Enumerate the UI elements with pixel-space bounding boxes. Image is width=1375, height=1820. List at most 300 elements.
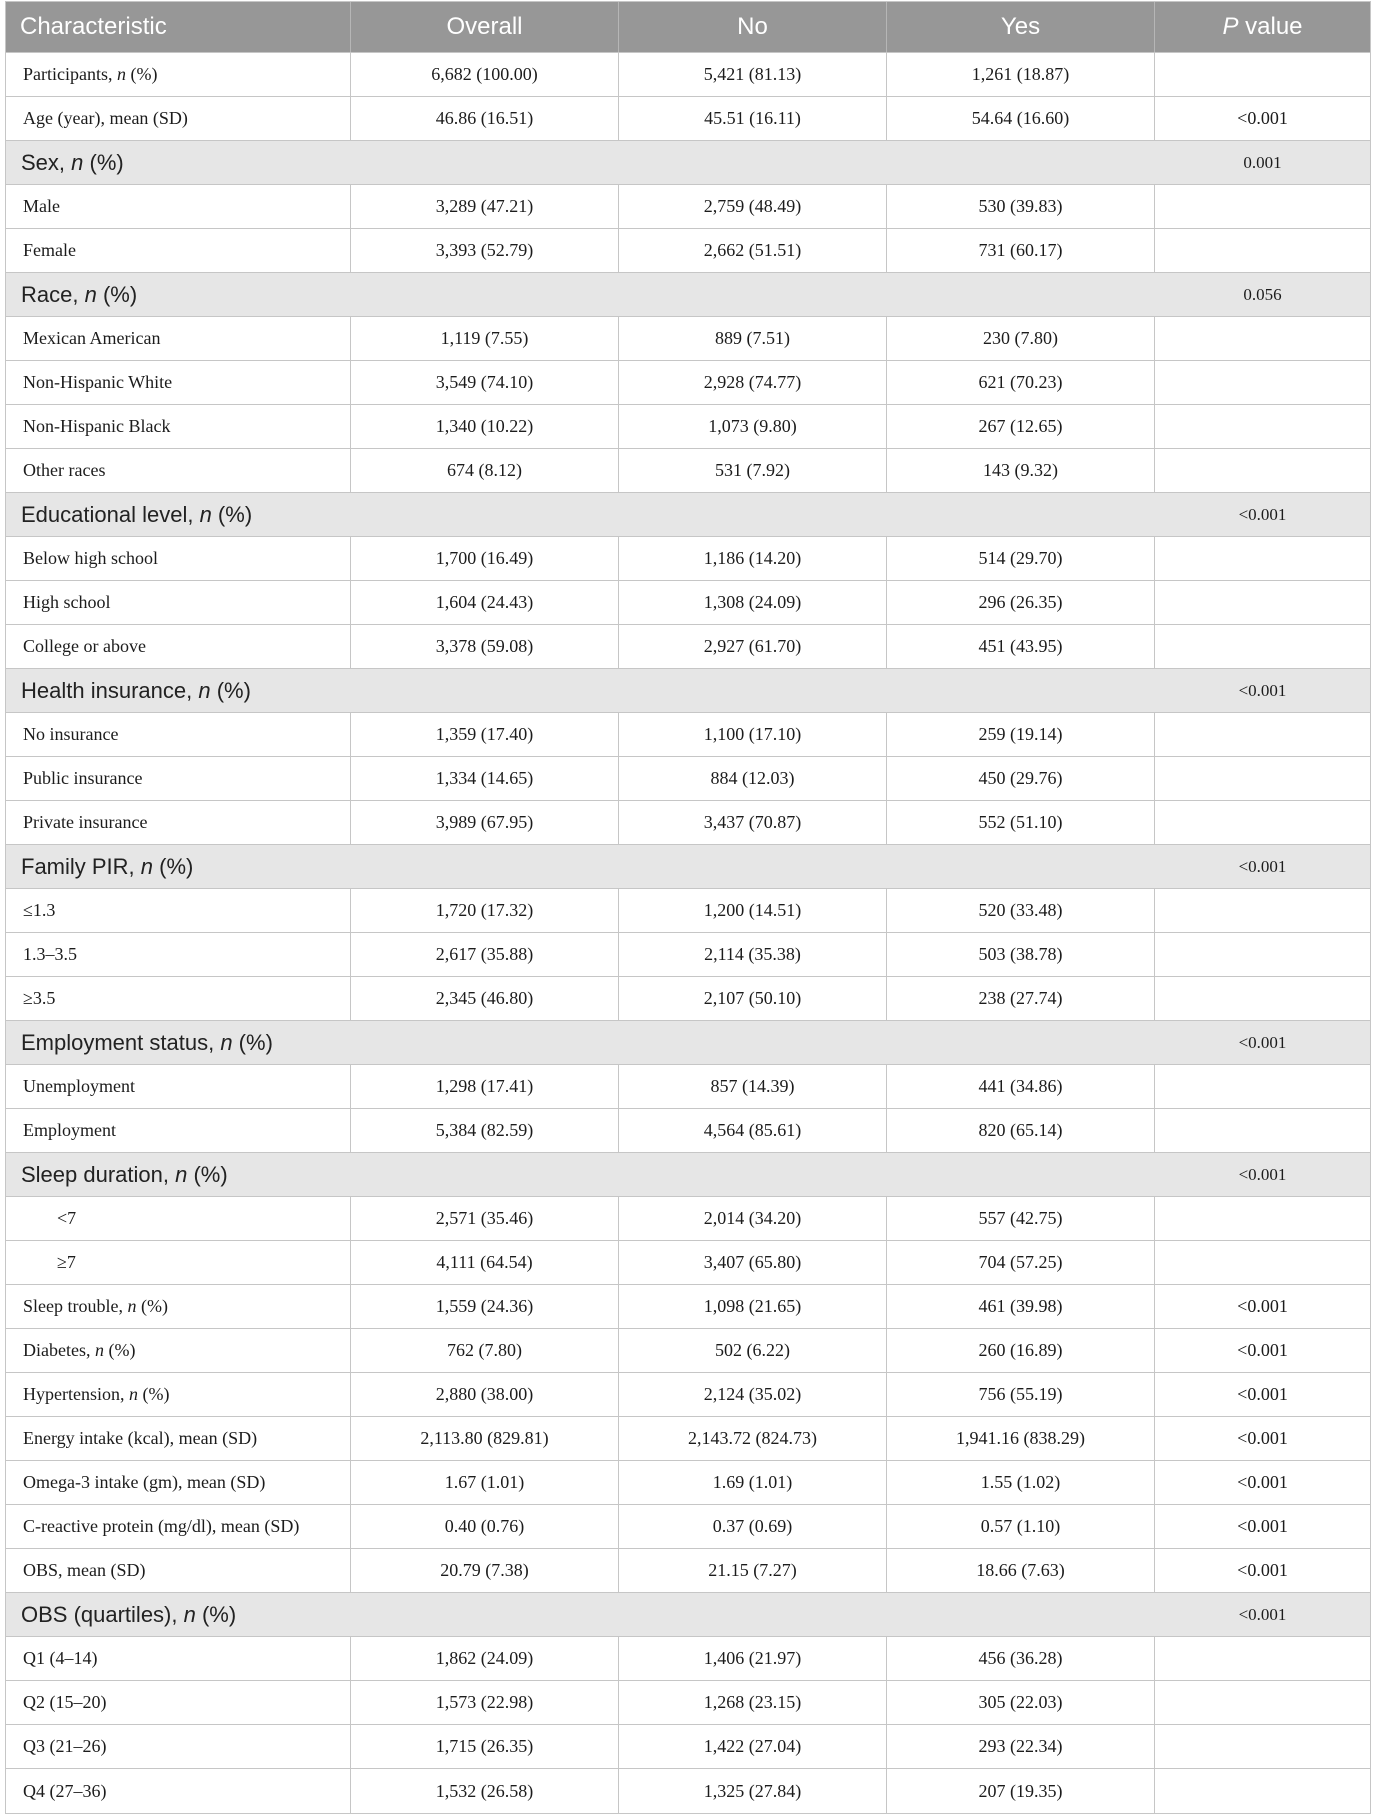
cell-value: 2,759 (48.49) <box>703 196 802 216</box>
p-value: <0.001 <box>1237 1296 1288 1316</box>
cell-value: 857 (14.39) <box>710 1076 795 1096</box>
cell-p-value <box>1155 273 1370 316</box>
cell-overall <box>351 185 619 228</box>
cell-no <box>619 361 887 404</box>
cell-value: 1,700 (16.49) <box>435 548 534 568</box>
cell-no <box>619 933 887 976</box>
label <box>23 372 172 393</box>
cell-overall <box>351 801 619 844</box>
section-header-row <box>6 1021 1370 1065</box>
cell-value: 756 (55.19) <box>978 1384 1063 1404</box>
cell-value: 1,720 (17.32) <box>435 900 534 920</box>
label-suffix: (%) <box>195 1601 237 1627</box>
label-suffix: (%) <box>103 1340 136 1360</box>
cell-value: 2,113.80 (829.81) <box>420 1428 549 1448</box>
cell-p-value <box>1155 977 1370 1020</box>
cell-value: 0.40 (0.76) <box>444 1516 525 1536</box>
label-suffix: (%) <box>137 1384 170 1404</box>
cell-value: 46.86 (16.51) <box>435 108 534 128</box>
label <box>23 1428 257 1449</box>
label-text: OBS (quartiles), <box>21 1601 184 1627</box>
cell-value: 2,571 (35.46) <box>435 1208 534 1228</box>
cell-p-value <box>1155 1593 1370 1636</box>
label-emphasis: n <box>183 1601 196 1627</box>
row-label <box>6 317 351 360</box>
cell-value: 2,143.72 (824.73) <box>688 1428 817 1448</box>
cell-yes <box>887 1065 1155 1108</box>
label-text: Sleep trouble, <box>23 1296 128 1316</box>
cell-no <box>619 1505 887 1548</box>
label-suffix: (%) <box>125 64 158 84</box>
cell-yes <box>887 977 1155 1020</box>
table-row <box>6 449 1370 493</box>
label-text: Mexican American <box>23 328 161 348</box>
label <box>23 592 111 613</box>
cell-value: 2,114 (35.38) <box>704 944 801 964</box>
cell-yes <box>887 229 1155 272</box>
cell-overall <box>351 889 619 932</box>
label-text: Race, <box>21 281 85 307</box>
cell-value: 2,880 (38.00) <box>435 1384 534 1404</box>
cell-value: 520 (33.48) <box>978 900 1063 920</box>
cell-yes <box>887 317 1155 360</box>
cell-p-value <box>1155 933 1370 976</box>
cell-p-value <box>1155 581 1370 624</box>
table-row <box>6 97 1370 141</box>
cell-p-value <box>1155 713 1370 756</box>
row-label <box>6 1769 351 1813</box>
label-text: Omega-3 intake (gm), mean (SD) <box>23 1472 266 1492</box>
cell-yes <box>887 53 1155 96</box>
label <box>23 548 158 569</box>
cell-p-value <box>1155 405 1370 448</box>
header-row <box>6 2 1370 53</box>
label <box>21 150 124 176</box>
cell-overall <box>351 1461 619 1504</box>
p-value: <0.001 <box>1238 1604 1287 1624</box>
label-emphasis: n <box>71 149 84 175</box>
label-text: Non-Hispanic Black <box>23 416 171 436</box>
cell-value: 3,407 (65.80) <box>703 1252 802 1272</box>
row-label <box>6 1329 351 1372</box>
label <box>23 1692 107 1713</box>
label-text: Health insurance, <box>21 677 199 703</box>
cell-no <box>619 537 887 580</box>
cell-no <box>619 97 887 140</box>
cell-value: 1,559 (24.36) <box>435 1296 534 1316</box>
label-text: ≥3.5 <box>23 988 56 1008</box>
row-label <box>6 1065 351 1108</box>
cell-p-value <box>1155 97 1370 140</box>
label-text: <7 <box>57 1208 77 1228</box>
cell-value: 2,107 (50.10) <box>703 988 802 1008</box>
table-row <box>6 1681 1370 1725</box>
row-label <box>6 1021 1155 1064</box>
row-label <box>6 185 351 228</box>
row-label <box>6 889 351 932</box>
cell-value: 1,941.16 (838.29) <box>956 1428 1085 1448</box>
table-row <box>6 405 1370 449</box>
cell-p-value <box>1155 1549 1370 1592</box>
cell-value: 884 (12.03) <box>710 768 795 788</box>
cell-value: 531 (7.92) <box>715 460 790 480</box>
cell-value: 1,325 (27.84) <box>703 1780 802 1801</box>
label-emphasis: n <box>199 501 212 527</box>
cell-yes <box>887 1461 1155 1504</box>
cell-value: 1,298 (17.41) <box>435 1076 534 1096</box>
section-header-row <box>6 1593 1370 1637</box>
label-text: Diabetes, <box>23 1340 95 1360</box>
cell-p-value <box>1155 53 1370 96</box>
cell-p-value <box>1155 845 1370 888</box>
cell-value: 450 (29.76) <box>978 768 1063 788</box>
label-text: Yes <box>1000 13 1041 40</box>
label-text: No <box>737 13 768 40</box>
row-label <box>6 977 351 1020</box>
cell-overall <box>351 625 619 668</box>
label-text: Employment <box>23 1120 116 1140</box>
p-value: <0.001 <box>1238 504 1287 524</box>
cell-no <box>619 1329 887 1372</box>
cell-value: 5,421 (81.13) <box>703 64 802 84</box>
label <box>23 724 118 745</box>
column-header-label <box>737 13 768 41</box>
cell-p-value <box>1155 449 1370 492</box>
cell-value: 1,340 (10.22) <box>435 416 534 436</box>
cell-yes <box>887 713 1155 756</box>
cell-p-value <box>1155 1109 1370 1152</box>
table-row <box>6 1461 1370 1505</box>
cell-value: 1,573 (22.98) <box>435 1692 534 1712</box>
label <box>23 988 55 1009</box>
cell-yes <box>887 1197 1155 1240</box>
cell-yes <box>887 185 1155 228</box>
cell-overall <box>351 1197 619 1240</box>
cell-value: 1,715 (26.35) <box>435 1736 534 1756</box>
cell-no <box>619 1197 887 1240</box>
row-label <box>6 405 351 448</box>
cell-p-value <box>1155 185 1370 228</box>
p-value: <0.001 <box>1237 1472 1288 1492</box>
cell-p-value <box>1155 1197 1370 1240</box>
cell-value: 1,308 (24.09) <box>703 592 802 612</box>
label-emphasis: n <box>220 1029 233 1055</box>
cell-value: 3,393 (52.79) <box>435 240 534 260</box>
label <box>23 1736 107 1757</box>
label-text: Sleep duration, <box>21 1161 176 1187</box>
cell-value: 1,100 (17.10) <box>703 724 802 744</box>
cell-overall <box>351 1637 619 1680</box>
cell-value: 0.57 (1.10) <box>980 1516 1061 1536</box>
cell-p-value <box>1155 1329 1370 1372</box>
cell-overall <box>351 1065 619 1108</box>
cell-yes <box>887 1637 1155 1680</box>
row-label <box>6 1109 351 1152</box>
cell-no <box>619 1065 887 1108</box>
cell-value: 54.64 (16.60) <box>971 108 1070 128</box>
row-label <box>6 1241 351 1284</box>
row-label <box>6 757 351 800</box>
cell-value: 674 (8.12) <box>447 460 522 480</box>
column-header-label <box>1222 13 1302 41</box>
cell-yes <box>887 537 1155 580</box>
cell-yes <box>887 361 1155 404</box>
cell-p-value <box>1155 229 1370 272</box>
label-emphasis: n <box>127 1296 137 1316</box>
cell-value: 4,564 (85.61) <box>703 1120 802 1140</box>
cell-value: 451 (43.95) <box>978 636 1063 656</box>
cell-value: 461 (39.98) <box>978 1296 1063 1316</box>
cell-p-value <box>1155 361 1370 404</box>
row-label <box>6 1637 351 1680</box>
cell-value: 557 (42.75) <box>978 1208 1063 1228</box>
column-header-label <box>20 13 167 41</box>
label <box>23 240 76 261</box>
cell-no <box>619 757 887 800</box>
cell-value: 1,862 (24.09) <box>435 1648 534 1668</box>
label <box>23 1296 168 1317</box>
cell-yes <box>887 1373 1155 1416</box>
row-label <box>6 1593 1155 1636</box>
cell-value: 1,406 (21.97) <box>703 1648 802 1668</box>
section-header-row <box>6 1153 1370 1197</box>
cell-overall <box>351 1241 619 1284</box>
cell-overall <box>351 933 619 976</box>
cell-p-value <box>1155 493 1370 536</box>
row-label <box>6 361 351 404</box>
cell-p-value <box>1155 1769 1370 1813</box>
cell-value: 3,437 (70.87) <box>703 812 802 832</box>
row-label <box>6 1461 351 1504</box>
cell-overall <box>351 1725 619 1768</box>
cell-no <box>619 713 887 756</box>
cell-value: 1,186 (14.20) <box>703 548 802 568</box>
p-value: 0.001 <box>1243 152 1282 172</box>
cell-no <box>619 801 887 844</box>
table-body <box>6 53 1370 1813</box>
row-label <box>6 1417 351 1460</box>
label-text: Overall <box>446 13 523 40</box>
cell-value: 762 (7.80) <box>447 1340 522 1360</box>
cell-value: 3,378 (59.08) <box>435 636 534 656</box>
table-row <box>6 1637 1370 1681</box>
cell-yes <box>887 757 1155 800</box>
table-row <box>6 1329 1370 1373</box>
p-value: <0.001 <box>1237 1428 1288 1448</box>
table-row <box>6 53 1370 97</box>
row-label <box>6 625 351 668</box>
label <box>57 1208 76 1229</box>
cell-overall <box>351 1769 619 1813</box>
label <box>23 64 157 85</box>
label <box>21 678 251 704</box>
label-text: 1.3–3.5 <box>23 944 77 964</box>
p-value: <0.001 <box>1237 1560 1288 1580</box>
label <box>23 1516 299 1537</box>
cell-p-value <box>1155 141 1370 184</box>
cell-value: 4,111 (64.54) <box>436 1252 533 1272</box>
cell-value: 293 (22.34) <box>978 1736 1063 1756</box>
section-header-row <box>6 273 1370 317</box>
label-emphasis: n <box>84 281 97 307</box>
column-header-no <box>619 2 887 52</box>
section-header-row <box>6 669 1370 713</box>
cell-p-value <box>1155 1373 1370 1416</box>
table-row <box>6 977 1370 1021</box>
cell-no <box>619 1725 887 1768</box>
label <box>23 1648 98 1669</box>
column-header-label <box>1001 13 1040 41</box>
label <box>23 108 188 129</box>
label-suffix: (%) <box>232 1029 273 1055</box>
cell-yes <box>887 1109 1155 1152</box>
row-label <box>6 669 1155 712</box>
label-text: College or above <box>23 636 146 656</box>
cell-p-value <box>1155 1021 1370 1064</box>
table-row <box>6 801 1370 845</box>
cell-value: 20.79 (7.38) <box>440 1560 529 1580</box>
table-row <box>6 713 1370 757</box>
label-text: Characteristic <box>20 13 167 40</box>
cell-value: 260 (16.89) <box>978 1340 1063 1360</box>
cell-value: 502 (6.22) <box>715 1340 790 1360</box>
table-row <box>6 581 1370 625</box>
table-row <box>6 757 1370 801</box>
cell-value: 1,098 (21.65) <box>703 1296 802 1316</box>
label <box>21 854 193 880</box>
label-emphasis: n <box>198 677 211 703</box>
cell-value: 1,119 (7.55) <box>440 328 529 348</box>
cell-value: 5,384 (82.59) <box>435 1120 534 1140</box>
cell-value: 1,261 (18.87) <box>971 64 1070 84</box>
label-emphasis: n <box>116 64 126 84</box>
cell-no <box>619 1241 887 1284</box>
table-row <box>6 889 1370 933</box>
cell-value: 238 (27.74) <box>978 988 1063 1008</box>
table-row <box>6 1505 1370 1549</box>
cell-no <box>619 581 887 624</box>
cell-overall <box>351 1549 619 1592</box>
cell-no <box>619 625 887 668</box>
cell-value: 1,422 (27.04) <box>703 1736 802 1756</box>
table-row <box>6 1197 1370 1241</box>
label-text: Below high school <box>23 548 158 568</box>
cell-p-value <box>1155 537 1370 580</box>
section-header-row <box>6 141 1370 185</box>
label-text: ≤1.3 <box>23 900 56 920</box>
cell-value: 530 (39.83) <box>978 196 1063 216</box>
label-text: Q4 (27–36) <box>23 1780 107 1801</box>
cell-yes <box>887 449 1155 492</box>
label-text: Q2 (15–20) <box>23 1692 107 1712</box>
cell-yes <box>887 97 1155 140</box>
cell-value: 207 (19.35) <box>978 1780 1063 1801</box>
table-row <box>6 229 1370 273</box>
cell-overall <box>351 361 619 404</box>
cell-value: 2,927 (61.70) <box>703 636 802 656</box>
row-label <box>6 1725 351 1768</box>
cell-overall <box>351 1681 619 1724</box>
cell-overall <box>351 1505 619 1548</box>
row-label <box>6 493 1155 536</box>
label <box>23 416 170 437</box>
label-suffix: (%) <box>210 677 251 703</box>
label-text: Age (year), mean (SD) <box>23 108 188 128</box>
column-header-label <box>446 13 522 41</box>
cell-value: 2,014 (34.20) <box>703 1208 802 1228</box>
table-row <box>6 317 1370 361</box>
cell-value: 6,682 (100.00) <box>431 64 538 84</box>
label <box>23 900 55 921</box>
cell-overall <box>351 405 619 448</box>
cell-value: 45.51 (16.11) <box>704 108 801 128</box>
cell-yes <box>887 801 1155 844</box>
cell-overall <box>351 97 619 140</box>
cell-value: 2,345 (46.80) <box>435 988 534 1008</box>
table-row <box>6 537 1370 581</box>
cell-yes <box>887 1549 1155 1592</box>
label <box>23 1340 135 1361</box>
cell-overall <box>351 713 619 756</box>
cell-p-value <box>1155 801 1370 844</box>
table-row <box>6 361 1370 405</box>
table-row <box>6 1417 1370 1461</box>
cell-value: 1.69 (1.01) <box>712 1472 793 1492</box>
cell-p-value <box>1155 1681 1370 1724</box>
cell-value: 3,989 (67.95) <box>435 812 534 832</box>
cell-yes <box>887 405 1155 448</box>
label-text: Other races <box>23 460 106 480</box>
label-text: Female <box>23 240 76 260</box>
cell-p-value <box>1155 1725 1370 1768</box>
cell-p-value <box>1155 1065 1370 1108</box>
label-text: ≥7 <box>57 1252 76 1272</box>
cell-value: 230 (7.80) <box>983 328 1058 348</box>
cell-p-value <box>1155 1505 1370 1548</box>
cell-value: 1,268 (23.15) <box>703 1692 802 1712</box>
cell-yes <box>887 1417 1155 1460</box>
label <box>23 1560 146 1581</box>
column-header-yes <box>887 2 1155 52</box>
table-row <box>6 1725 1370 1769</box>
cell-yes <box>887 1285 1155 1328</box>
cell-p-value <box>1155 669 1370 712</box>
cell-overall <box>351 1329 619 1372</box>
label-suffix: (%) <box>83 149 124 175</box>
cell-overall <box>351 1285 619 1328</box>
cell-value: 441 (34.86) <box>978 1076 1063 1096</box>
label <box>23 1472 265 1493</box>
label-emphasis: n <box>140 853 154 879</box>
label-text: Employment status, <box>21 1029 221 1055</box>
section-header-row <box>6 493 1370 537</box>
label-text: Participants, <box>23 64 117 84</box>
cell-yes <box>887 625 1155 668</box>
cell-value: 1,200 (14.51) <box>703 900 802 920</box>
row-label <box>6 1373 351 1416</box>
row-label <box>6 1505 351 1548</box>
cell-value: 1.55 (1.02) <box>980 1472 1061 1492</box>
cell-no <box>619 1769 887 1813</box>
row-label <box>6 581 351 624</box>
label-text: Public insurance <box>23 768 143 788</box>
label <box>23 1076 135 1097</box>
cell-value: 3,289 (47.21) <box>435 196 534 216</box>
cell-no <box>619 1373 887 1416</box>
p-value: 0.056 <box>1243 284 1282 304</box>
cell-value: 267 (12.65) <box>978 416 1063 436</box>
cell-value: 456 (36.28) <box>978 1648 1063 1668</box>
